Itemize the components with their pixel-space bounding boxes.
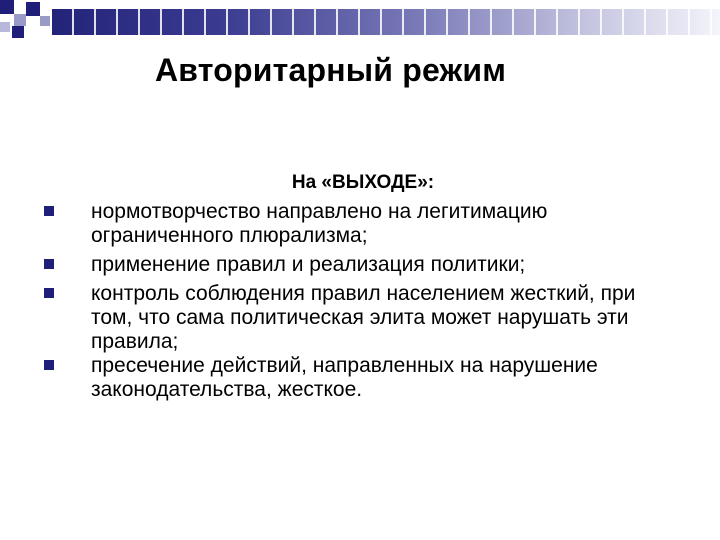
deco-square-dark (12, 26, 24, 38)
list-item-text: нормотворчество направлено на легитимацию ограниченного плюрализма; (91, 200, 548, 247)
list-item-text: применение правил и реализация политики; (91, 253, 526, 276)
square-bullet-icon (44, 259, 54, 269)
deco-square-light (0, 22, 10, 32)
square-bullet-icon (44, 360, 54, 370)
deco-square-light (40, 16, 50, 26)
square-bullet-icon (44, 206, 54, 216)
list-item-text: пресечение действий, направленных на нарушение законодательства, жесткое. (91, 354, 598, 401)
gradient-band-stripes (52, 9, 720, 35)
slide-subheading: На «ВЫХОДЕ»: (291, 172, 435, 193)
header-decoration (0, 0, 720, 50)
slide-title: Авторитарный режим (155, 52, 507, 88)
square-bullet-icon (44, 288, 54, 298)
deco-square-dark (0, 0, 14, 14)
deco-square-light (14, 14, 26, 26)
list-item-text: контроль соблюдения правил населением жесткий, при том, что сама политическая элита может нарушать эти правила; (91, 282, 636, 353)
deco-square-dark (26, 2, 40, 16)
